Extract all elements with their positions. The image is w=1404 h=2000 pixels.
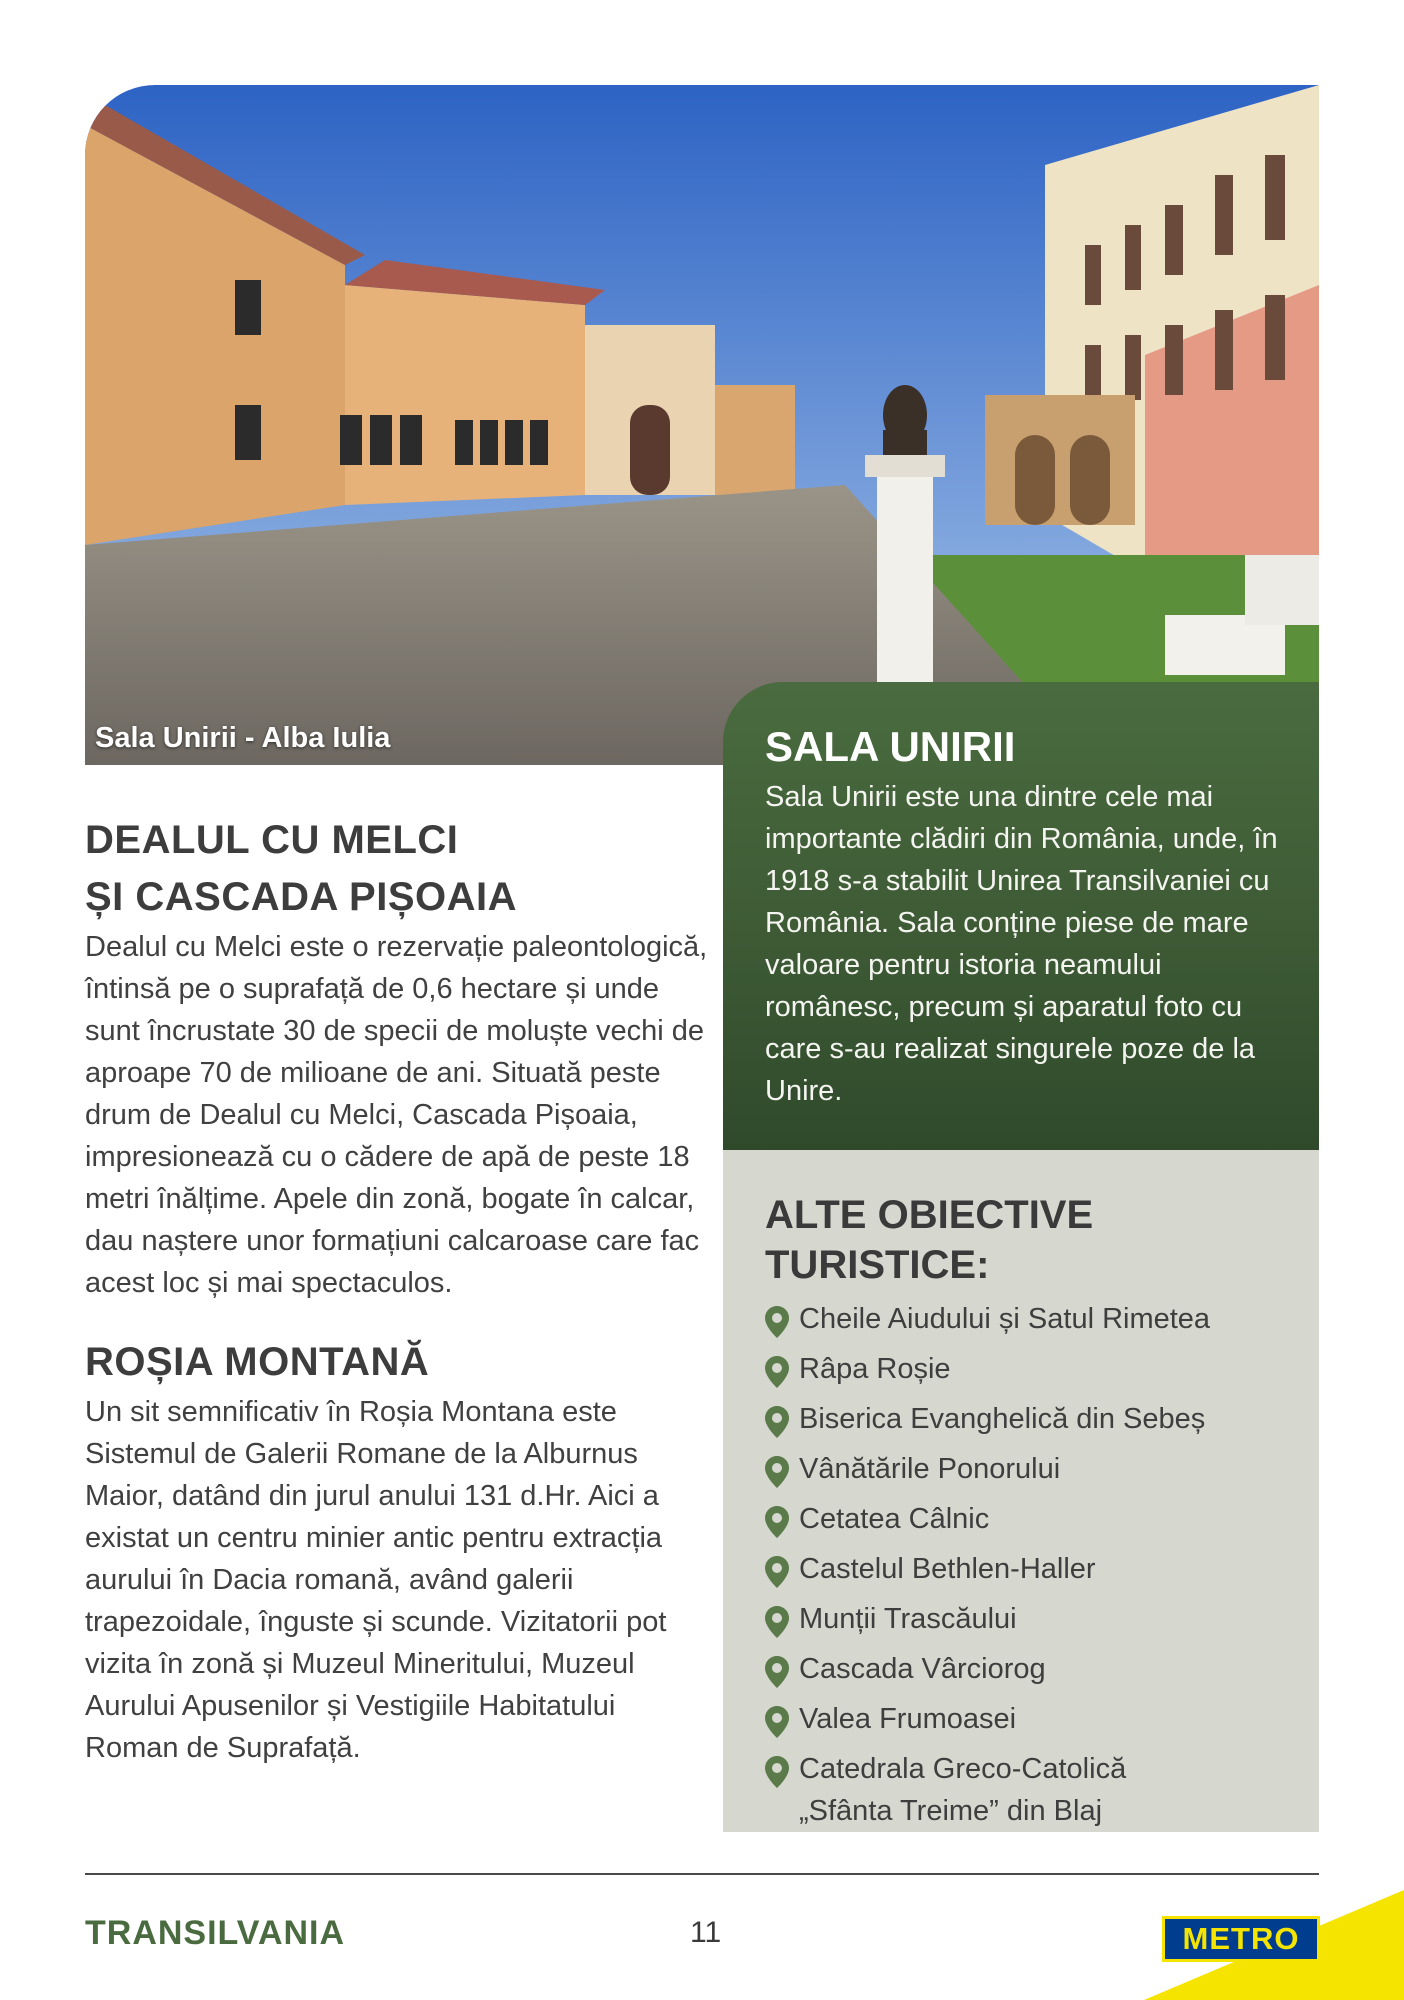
dealul-heading-line2: ȘI CASCADA PIȘOAIA — [85, 875, 518, 919]
attraction-label: Cetatea Câlnic — [799, 1503, 990, 1535]
list-item — [765, 1298, 1309, 1340]
list-item — [765, 1498, 1309, 1540]
photo-caption: Sala Unirii - Alba Iulia — [95, 722, 391, 754]
sala-unirii-body: Sala Unirii este una dintre cele mai importante clădiri din România, unde, în 1918 s-a stabilit Unirea Transilvaniei cu România. Sala conține piese de mare valoare pentru istoria neamului românesc, precum și aparatul foto cu care s-au realizat singurele poze de la Unire. — [765, 781, 1278, 1107]
location-pin-icon — [765, 1756, 789, 1788]
location-pin-icon — [765, 1656, 789, 1688]
location-pin-icon — [765, 1306, 789, 1338]
list-item — [765, 1698, 1309, 1740]
dealul-body: Dealul cu Melci este o rezervație paleontologică, întinsă pe o suprafață de 0,6 hectare și unde sunt încrustate 30 de specii de moluște vechi de aproape 70 de milioane de ani. Situată peste drum de Dealul cu Melci, Cascada Pișoaia, impresionează cu o cădere de apă de peste 18 metri înălțime. Apele din zonă, bogate în calcar, dau naștere unor formațiuni calcaroase care fac acest loc și mai spectaculos. — [85, 931, 708, 1299]
rosia-body: Un sit semnificativ în Roșia Montana este Sistemul de Galerii Romane de la Alburnus Maior, datând din jurul anului 131 d.Hr. Aici a existat un centru minier antic pentru extracția aurului în Dacia romană, având galerii trapezoidale, înguste și scunde. Vizitatorii pot vizita în zonă și Muzeul Mineritului, Muzeul Aurului Apusenilor și Vestigiile Habitatului Roman de Suprafață. — [85, 1396, 667, 1764]
attractions-list — [765, 1298, 1309, 1832]
rosia-heading: ROȘIA MONTANĂ — [85, 1340, 430, 1384]
list-item — [765, 1548, 1309, 1590]
list-item — [765, 1448, 1309, 1490]
location-pin-icon — [765, 1356, 789, 1388]
attraction-label: Vânătările Ponorului — [799, 1453, 1061, 1485]
location-pin-icon — [765, 1406, 789, 1438]
attraction-label-line2: „Sfânta Treime” din Blaj — [799, 1795, 1103, 1827]
sala-unirii-illustration — [85, 85, 1319, 765]
dealul-heading-line1: DEALUL CU MELCI — [85, 818, 459, 862]
dealul-heading — [85, 812, 710, 926]
attraction-label: Biserica Evanghelică din Sebeș — [799, 1403, 1206, 1435]
list-item — [765, 1748, 1309, 1832]
page-number: 11 — [690, 1916, 722, 1949]
attraction-label: Munții Trascăului — [799, 1603, 1017, 1635]
list-item — [765, 1398, 1309, 1440]
list-item — [765, 1598, 1309, 1640]
sala-unirii-title: SALA UNIRII — [765, 723, 1016, 770]
list-item — [765, 1648, 1309, 1690]
list-item — [765, 1348, 1309, 1390]
attraction-label: Cheile Aiudului și Satul Rimetea — [799, 1303, 1211, 1335]
sala-unirii-box — [723, 682, 1319, 1150]
attraction-label: Râpa Roșie — [799, 1353, 951, 1385]
footer-divider — [85, 1873, 1319, 1875]
left-column — [85, 812, 710, 1769]
attraction-label: Catedrala Greco-Catolică — [799, 1753, 1127, 1785]
footer-region: TRANSILVANIA — [85, 1914, 346, 1952]
location-pin-icon — [765, 1456, 789, 1488]
attraction-label: Cascada Vârciorog — [799, 1653, 1046, 1685]
attractions-title: ALTE OBIECTIVE TURISTICE: — [765, 1193, 1094, 1287]
location-pin-icon — [765, 1506, 789, 1538]
attraction-label: Castelul Bethlen-Haller — [799, 1553, 1096, 1585]
attraction-label: Valea Frumoasei — [799, 1703, 1017, 1735]
metro-logo: METRO — [1162, 1916, 1320, 1962]
attractions-box — [723, 1150, 1319, 1832]
location-pin-icon — [765, 1556, 789, 1588]
hero-photo — [85, 85, 1319, 765]
location-pin-icon — [765, 1606, 789, 1638]
location-pin-icon — [765, 1706, 789, 1738]
